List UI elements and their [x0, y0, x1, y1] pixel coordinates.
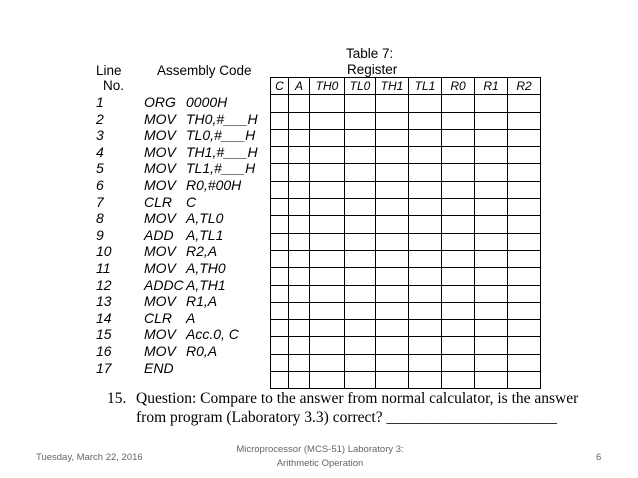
- table-cell[interactable]: [376, 164, 409, 181]
- operand: A,TH0: [186, 260, 226, 276]
- table-cell[interactable]: [345, 147, 376, 164]
- table-cell[interactable]: [376, 354, 409, 371]
- table-cell[interactable]: [442, 320, 475, 337]
- table-cell[interactable]: [310, 129, 345, 146]
- table-cell[interactable]: [475, 199, 508, 216]
- table-cell[interactable]: [442, 302, 475, 319]
- table-cell[interactable]: [475, 147, 508, 164]
- table-row: [271, 95, 541, 112]
- column-header-c: C: [271, 78, 289, 95]
- table-cell[interactable]: [409, 129, 442, 146]
- table-cell[interactable]: [271, 95, 289, 112]
- table-cell[interactable]: [409, 199, 442, 216]
- table-cell[interactable]: [442, 95, 475, 112]
- table-cell[interactable]: [310, 285, 345, 302]
- table-cell[interactable]: [376, 250, 409, 267]
- table-cell[interactable]: [345, 320, 376, 337]
- question-line-1: Question: Compare to the answer from normal calculator, is the answer: [136, 390, 579, 407]
- operand: A: [186, 309, 196, 326]
- table-cell[interactable]: [345, 95, 376, 112]
- line-number: 3: [96, 127, 104, 144]
- operand: A,TL0: [186, 210, 224, 227]
- table-cell[interactable]: [376, 233, 409, 250]
- table-cell[interactable]: [475, 216, 508, 233]
- column-header-r0: R0: [442, 78, 475, 95]
- table-cell[interactable]: [310, 199, 345, 216]
- table-cell[interactable]: [310, 164, 345, 181]
- assembly-listing: [0, 94, 270, 384]
- line-number: 2: [96, 110, 104, 127]
- table-cell[interactable]: [409, 164, 442, 181]
- table-cell[interactable]: [310, 147, 345, 164]
- table-cell[interactable]: [310, 268, 345, 285]
- table-cell[interactable]: [289, 337, 310, 354]
- table-cell[interactable]: [271, 164, 289, 181]
- line-number: 17: [96, 359, 112, 376]
- table-cell[interactable]: [310, 112, 345, 129]
- line-number: 12: [96, 276, 112, 293]
- table-cell[interactable]: [508, 95, 541, 112]
- table-row: [271, 372, 541, 389]
- table-cell[interactable]: [409, 320, 442, 337]
- table-cell[interactable]: [376, 372, 409, 389]
- table-row: [271, 233, 541, 250]
- table-cell[interactable]: [289, 354, 310, 371]
- line-number: 1: [96, 94, 104, 110]
- table-row: [271, 112, 541, 129]
- line-number: 13: [96, 293, 112, 310]
- opcode: MOV: [144, 127, 176, 144]
- table-cell[interactable]: [271, 354, 289, 371]
- table-row: [271, 147, 541, 164]
- table-cell[interactable]: [442, 372, 475, 389]
- table-cell[interactable]: [508, 268, 541, 285]
- opcode: MOV: [144, 243, 176, 260]
- line-number: 9: [96, 226, 104, 243]
- table-cell[interactable]: [475, 164, 508, 181]
- operand: R2,A: [186, 243, 218, 260]
- table-cell[interactable]: [271, 302, 289, 319]
- table-cell[interactable]: [310, 320, 345, 337]
- table-cell[interactable]: [289, 181, 310, 198]
- table-cell[interactable]: [442, 129, 475, 146]
- operand: 0000H: [186, 94, 228, 110]
- table-cell[interactable]: [271, 147, 289, 164]
- column-header-r2: R2: [508, 78, 541, 95]
- opcode: MOV: [144, 260, 176, 276]
- footer-title-1: Microprocessor (MCS-51) Laboratory 3:: [236, 444, 404, 455]
- opcode: MOV: [144, 343, 176, 359]
- table-cell[interactable]: [442, 164, 475, 181]
- table-cell[interactable]: [345, 129, 376, 146]
- table-cell[interactable]: [271, 320, 289, 337]
- page-number: 6: [596, 452, 602, 463]
- table-cell[interactable]: [409, 337, 442, 354]
- table-cell[interactable]: [409, 372, 442, 389]
- table-row: [271, 354, 541, 371]
- column-header-tl0: TL0: [345, 78, 376, 95]
- table-cell[interactable]: [508, 112, 541, 129]
- table-cell[interactable]: [271, 199, 289, 216]
- table-cell[interactable]: [345, 285, 376, 302]
- register-header: Register: [347, 62, 398, 77]
- table-cell[interactable]: [376, 337, 409, 354]
- operand: TH0,#___H: [186, 110, 258, 127]
- table-cell[interactable]: [271, 337, 289, 354]
- table-cell[interactable]: [409, 233, 442, 250]
- table-cell[interactable]: [310, 181, 345, 198]
- table-cell[interactable]: [475, 181, 508, 198]
- line-header: Line: [96, 63, 122, 78]
- table-cell[interactable]: [289, 268, 310, 285]
- column-header-r1: R1: [475, 78, 508, 95]
- table-cell[interactable]: [409, 268, 442, 285]
- footer-date: Tuesday, March 22, 2016: [36, 452, 143, 463]
- table-cell[interactable]: [475, 337, 508, 354]
- table-cell[interactable]: [442, 250, 475, 267]
- opcode: MOV: [144, 210, 176, 227]
- table-cell[interactable]: [475, 112, 508, 129]
- operand: R1,A: [186, 293, 218, 310]
- line-number: 7: [96, 193, 104, 210]
- table-cell[interactable]: [475, 250, 508, 267]
- table-cell[interactable]: [508, 216, 541, 233]
- footer-title-2: Arithmetic Operation: [276, 458, 364, 469]
- table-cell[interactable]: [442, 199, 475, 216]
- table-row: [271, 199, 541, 216]
- table-row: [271, 285, 541, 302]
- table-cell[interactable]: [271, 372, 289, 389]
- opcode: MOV: [144, 293, 176, 310]
- line-number: 5: [96, 160, 104, 177]
- table-cell[interactable]: [289, 129, 310, 146]
- table-cell[interactable]: [475, 372, 508, 389]
- table-cell[interactable]: [442, 181, 475, 198]
- operand: R0,A: [186, 343, 218, 359]
- opcode: ORG: [144, 94, 176, 110]
- question-number: 15.: [107, 390, 127, 407]
- table-cell[interactable]: [508, 302, 541, 319]
- table-cell[interactable]: [345, 372, 376, 389]
- table-cell[interactable]: [289, 147, 310, 164]
- table-cell[interactable]: [310, 372, 345, 389]
- table-cell[interactable]: [289, 164, 310, 181]
- table-cell[interactable]: [289, 216, 310, 233]
- table-row: [271, 164, 541, 181]
- table-cell[interactable]: [409, 250, 442, 267]
- table-cell[interactable]: [508, 285, 541, 302]
- column-header-th0: TH0: [310, 78, 345, 95]
- register-table: [270, 77, 541, 389]
- table-cell[interactable]: [271, 268, 289, 285]
- table-cell[interactable]: [508, 164, 541, 181]
- line-number: 6: [96, 177, 104, 193]
- table-cell[interactable]: [376, 112, 409, 129]
- table-cell[interactable]: [475, 302, 508, 319]
- opcode: END: [144, 359, 174, 376]
- opcode: CLR: [144, 193, 173, 210]
- table-cell[interactable]: [345, 302, 376, 319]
- opcode: CLR: [144, 309, 173, 326]
- no-header: No.: [103, 78, 125, 93]
- table-cell[interactable]: [345, 268, 376, 285]
- table-cell[interactable]: [409, 354, 442, 371]
- table-row: [271, 250, 541, 267]
- table-cell[interactable]: [475, 285, 508, 302]
- table-cell[interactable]: [376, 268, 409, 285]
- table-cell[interactable]: [271, 181, 289, 198]
- table-cell[interactable]: [310, 95, 345, 112]
- table-cell[interactable]: [409, 216, 442, 233]
- table-cell[interactable]: [376, 199, 409, 216]
- table-cell[interactable]: [475, 320, 508, 337]
- table-cell[interactable]: [271, 129, 289, 146]
- table-cell[interactable]: [475, 95, 508, 112]
- opcode: MOV: [144, 110, 176, 127]
- table-cell[interactable]: [376, 285, 409, 302]
- table-row: [271, 181, 541, 198]
- table-cell[interactable]: [442, 112, 475, 129]
- table-cell[interactable]: [289, 199, 310, 216]
- table-cell[interactable]: [345, 250, 376, 267]
- table-cell[interactable]: [508, 354, 541, 371]
- table-cell[interactable]: [376, 320, 409, 337]
- table-cell[interactable]: [442, 285, 475, 302]
- table-cell[interactable]: [442, 147, 475, 164]
- line-number: 11: [96, 260, 111, 276]
- line-number: 10: [96, 243, 112, 260]
- table-cell[interactable]: [475, 129, 508, 146]
- table-row: [271, 302, 541, 319]
- table-cell[interactable]: [289, 302, 310, 319]
- table-cell[interactable]: [345, 199, 376, 216]
- table-cell[interactable]: [271, 112, 289, 129]
- opcode: MOV: [144, 326, 176, 343]
- table-cell[interactable]: [289, 250, 310, 267]
- table-cell[interactable]: [508, 129, 541, 146]
- line-number: 15: [96, 326, 112, 343]
- table-cell[interactable]: [345, 337, 376, 354]
- table-cell[interactable]: [409, 112, 442, 129]
- table-cell[interactable]: [310, 216, 345, 233]
- table-cell[interactable]: [289, 285, 310, 302]
- table-cell[interactable]: [345, 233, 376, 250]
- table-cell[interactable]: [409, 302, 442, 319]
- table-cell[interactable]: [376, 216, 409, 233]
- opcode: MOV: [144, 143, 176, 160]
- table-row: [271, 216, 541, 233]
- question-line-2: from program (Laboratory 3.3) correct? ______________________: [136, 409, 557, 426]
- table-cell[interactable]: [442, 233, 475, 250]
- table-title: Table 7:: [346, 46, 394, 61]
- line-number: 4: [96, 143, 104, 160]
- table-cell[interactable]: [409, 147, 442, 164]
- table-cell[interactable]: [508, 199, 541, 216]
- table-cell[interactable]: [271, 285, 289, 302]
- operand: TL1,#___H: [186, 160, 256, 177]
- table-cell[interactable]: [310, 302, 345, 319]
- opcode: ADD: [144, 226, 174, 243]
- table-row: [271, 337, 541, 354]
- assembly-code-header: Assembly Code: [157, 63, 252, 78]
- table-cell[interactable]: [475, 354, 508, 371]
- operand: R0,#00H: [186, 177, 242, 193]
- opcode: MOV: [144, 160, 176, 177]
- table-cell[interactable]: [508, 320, 541, 337]
- table-cell[interactable]: [442, 337, 475, 354]
- table-cell[interactable]: [442, 354, 475, 371]
- table-cell[interactable]: [376, 181, 409, 198]
- table-cell[interactable]: [508, 337, 541, 354]
- table-cell[interactable]: [409, 285, 442, 302]
- column-header-th1: TH1: [376, 78, 409, 95]
- table-cell[interactable]: [289, 95, 310, 112]
- line-number: 8: [96, 210, 104, 227]
- table-cell[interactable]: [271, 216, 289, 233]
- operand: TH1,#___H: [186, 143, 258, 160]
- operand: A,TL1: [186, 226, 224, 243]
- register-header-row: [271, 78, 541, 95]
- table-row: [271, 129, 541, 146]
- table-cell[interactable]: [345, 112, 376, 129]
- table-cell[interactable]: [289, 112, 310, 129]
- table-cell[interactable]: [376, 302, 409, 319]
- opcode: MOV: [144, 177, 176, 193]
- line-number: 16: [96, 343, 112, 359]
- table-cell[interactable]: [310, 337, 345, 354]
- table-cell[interactable]: [310, 233, 345, 250]
- table-cell[interactable]: [409, 95, 442, 112]
- opcode: ADDC: [144, 276, 184, 293]
- table-cell[interactable]: [508, 372, 541, 389]
- table-cell[interactable]: [376, 129, 409, 146]
- table-row: [271, 268, 541, 285]
- table-cell[interactable]: [409, 181, 442, 198]
- table-cell[interactable]: [345, 216, 376, 233]
- table-cell[interactable]: [310, 354, 345, 371]
- table-cell[interactable]: [289, 372, 310, 389]
- table-cell[interactable]: [271, 250, 289, 267]
- operand: Acc.0, C: [186, 326, 239, 343]
- table-cell[interactable]: [345, 354, 376, 371]
- table-cell[interactable]: [376, 147, 409, 164]
- table-cell[interactable]: [376, 95, 409, 112]
- table-cell[interactable]: [442, 216, 475, 233]
- table-cell[interactable]: [289, 233, 310, 250]
- table-cell[interactable]: [508, 181, 541, 198]
- operand: C: [186, 193, 197, 210]
- column-header-tl1: TL1: [409, 78, 442, 95]
- operand: TL0,#___H: [186, 127, 256, 144]
- table-cell[interactable]: [508, 250, 541, 267]
- table-cell[interactable]: [289, 320, 310, 337]
- table-cell[interactable]: [442, 268, 475, 285]
- table-cell[interactable]: [508, 147, 541, 164]
- table-cell[interactable]: [345, 164, 376, 181]
- line-number: 14: [96, 309, 112, 326]
- table-cell[interactable]: [508, 233, 541, 250]
- table-cell[interactable]: [475, 268, 508, 285]
- table-cell[interactable]: [271, 233, 289, 250]
- table-cell[interactable]: [310, 250, 345, 267]
- table-row: [271, 320, 541, 337]
- table-cell[interactable]: [345, 181, 376, 198]
- operand: A,TH1: [186, 276, 226, 293]
- column-header-a: A: [289, 78, 310, 95]
- table-cell[interactable]: [475, 233, 508, 250]
